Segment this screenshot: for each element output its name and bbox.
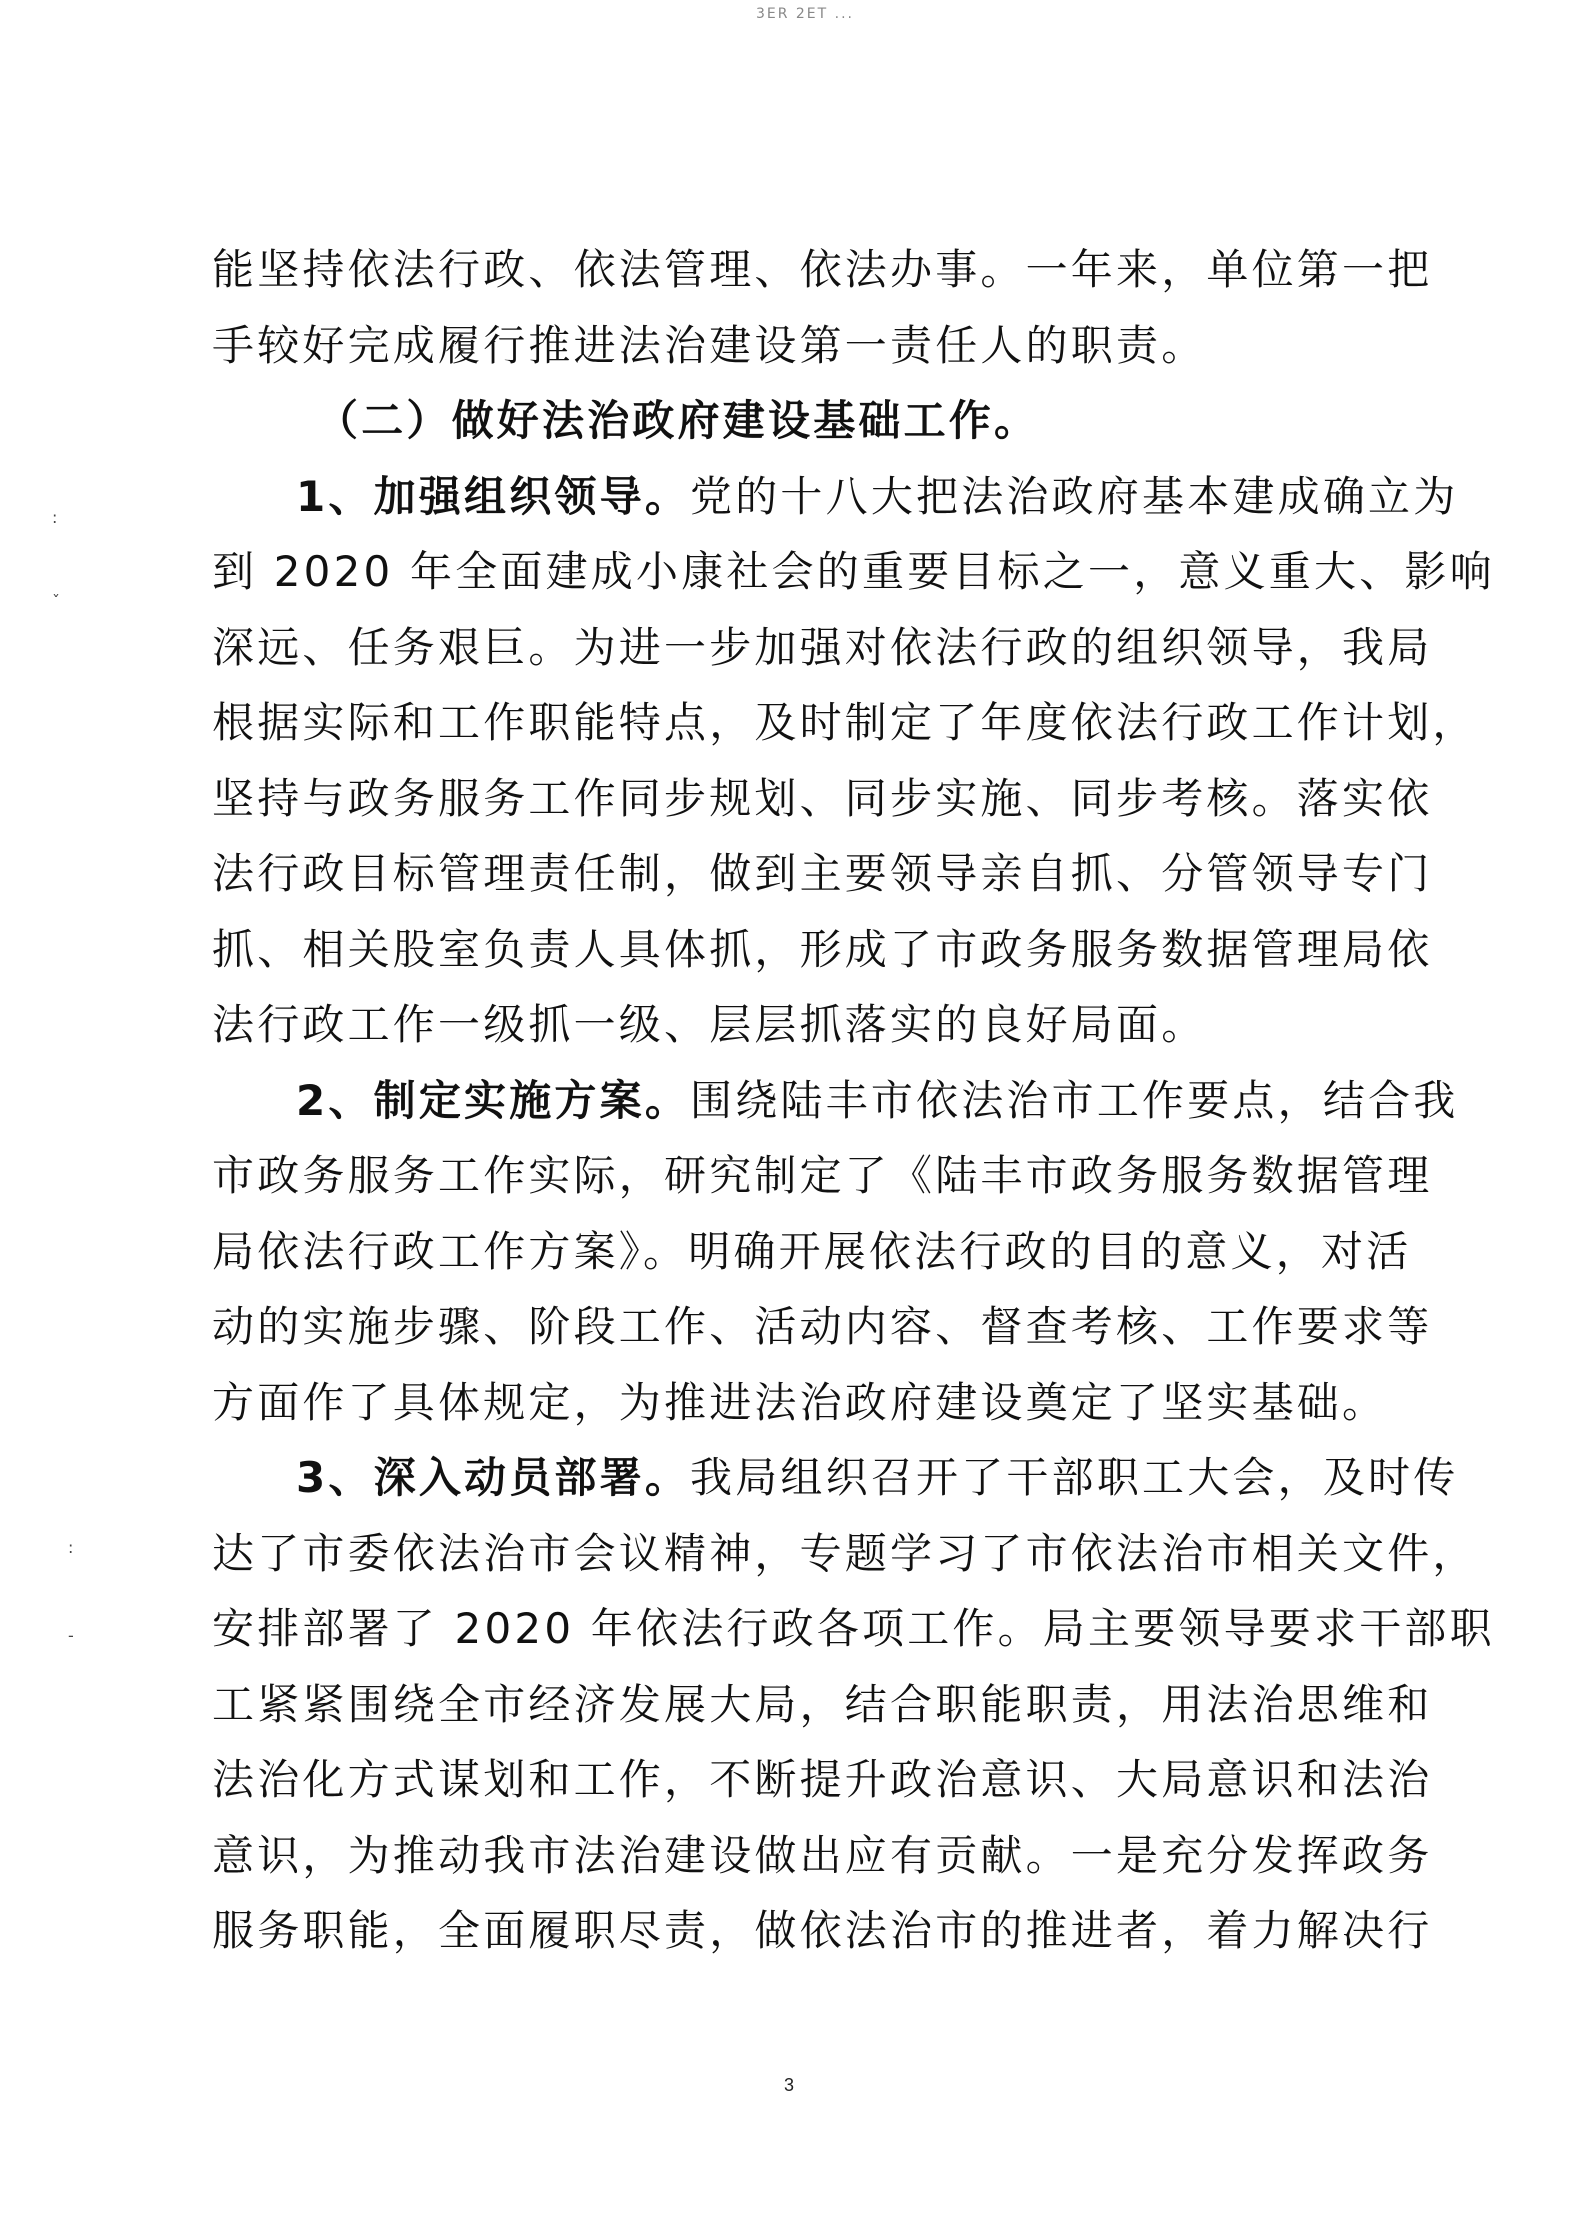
text-line: 达了市委依法治市会议精神，专题学习了市依法治市相关文件， <box>212 1528 1478 1578</box>
text-span: 围绕陆丰市依法治市工作要点，结合我 <box>690 1075 1459 1125</box>
margin-mark: : <box>68 1538 74 1557</box>
text-line: 方面作了具体规定，为推进法治政府建设奠定了坚实基础。 <box>212 1377 1388 1427</box>
text-line: 深远、任务艰巨。为进一步加强对依法行政的组织领导，我局 <box>212 622 1433 672</box>
paragraph-first-line <box>212 1440 1459 1516</box>
item-title: 1、加强组织领导。 <box>296 471 691 521</box>
paragraph-first-line <box>212 459 1459 535</box>
margin-mark: : <box>52 508 58 527</box>
margin-mark: ˇ <box>52 592 60 611</box>
item-title: 2、制定实施方案。 <box>296 1075 691 1125</box>
text-line: 抓、相关股室负责人具体抓，形成了市政务服务数据管理局依 <box>212 924 1433 974</box>
text-line: 手较好完成履行推进法治建设第一责任人的职责。 <box>212 320 1207 370</box>
text-line: 法行政工作一级抓一级、层层抓落实的良好局面。 <box>212 1000 1207 1049</box>
page-number: 3 <box>783 2075 794 2095</box>
paragraph-first-line <box>212 1063 1459 1139</box>
document-page <box>212 232 1495 1969</box>
item-title: 3、深入动员部署。 <box>296 1453 691 1502</box>
text-line: 能坚持依法行政、依法管理、依法办事。一年来，单位第一把 <box>212 245 1433 294</box>
text-line: 到 2020 年全面建成小康社会的重要目标之一，意义重大、影响 <box>212 547 1495 596</box>
text-line: 法行政目标管理责任制，做到主要领导亲自抓、分管领导专门 <box>212 849 1433 898</box>
text-line: 局依法行政工作方案》。明确开展依法行政的目的意义，对活 <box>212 1226 1412 1276</box>
margin-mark: - <box>68 1626 74 1645</box>
text-line: 意识，为推动我市法治建设做出应有贡献。一是充分发挥政务 <box>212 1830 1433 1880</box>
text-line: 根据实际和工作职能特点，及时制定了年度依法行政工作计划， <box>212 698 1478 747</box>
text-span: 我局组织召开了干部职工大会，及时传 <box>690 1453 1459 1502</box>
text-line: 法治化方式谋划和工作，不断提升政治意识、大局意识和法治 <box>212 1755 1433 1804</box>
text-line: 工紧紧围绕全市经济发展大局，结合职能职责，用法治思维和 <box>212 1679 1433 1729</box>
section-heading: （二）做好法治政府建设基础工作。 <box>316 396 1040 445</box>
text-line: 市政务服务工作实际，研究制定了《陆丰市政务服务数据管理 <box>212 1151 1433 1200</box>
text-line: 安排部署了 2020 年依法行政各项工作。局主要领导要求干部职 <box>212 1604 1495 1653</box>
text-line: 服务职能，全面履职尽责，做依法治市的推进者，着力解决行 <box>212 1906 1433 1955</box>
scan-header-noise: 3ER 2ET ... <box>755 6 855 22</box>
text-span: 党的十八大把法治政府基本建成确立为 <box>690 471 1459 521</box>
text-line: 坚持与政务服务工作同步规划、同步实施、同步考核。落实依 <box>212 773 1433 823</box>
text-line: 动的实施步骤、阶段工作、活动内容、督查考核、工作要求等 <box>212 1302 1433 1351</box>
